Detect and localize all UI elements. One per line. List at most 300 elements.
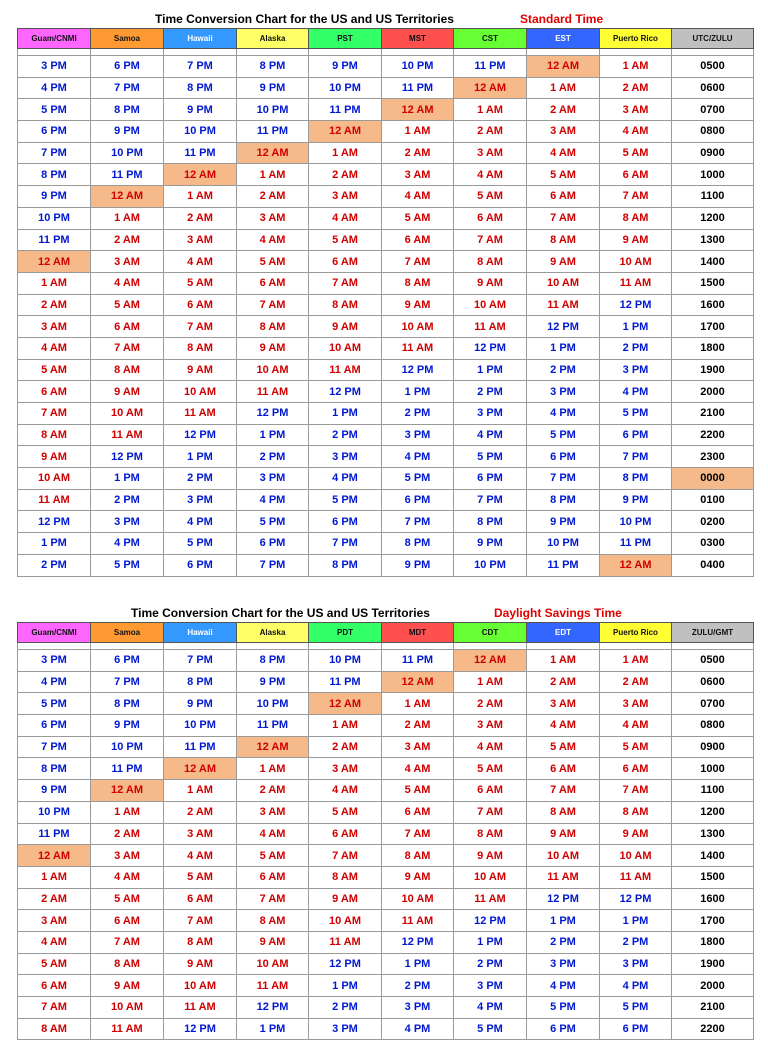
utc-cell: 1500 (672, 272, 754, 294)
time-cell: 9 AM (454, 845, 527, 867)
column-header: Guam/CNMI (18, 29, 91, 49)
time-cell: 8 AM (91, 953, 164, 975)
utc-cell: 0800 (672, 715, 754, 737)
time-cell: 7 AM (237, 888, 309, 910)
time-cell: 5 PM (600, 403, 672, 425)
time-cell: 9 AM (309, 888, 382, 910)
time-cell: 5 AM (18, 359, 91, 381)
time-cell: 7 PM (164, 650, 237, 672)
time-cell: 10 AM (600, 251, 672, 273)
time-cell: 3 PM (454, 975, 527, 997)
chart-title-row (17, 604, 748, 622)
time-cell: 6 AM (382, 801, 454, 823)
time-cell: 7 AM (454, 801, 527, 823)
spacer-cell (382, 49, 454, 56)
utc-cell: 2000 (672, 975, 754, 997)
time-cell: 3 AM (164, 229, 237, 251)
time-cell: 7 PM (382, 511, 454, 533)
header-row (18, 623, 754, 643)
time-cell: 10 PM (454, 554, 527, 576)
time-cell: 11 AM (164, 403, 237, 425)
chart-title-row (17, 10, 748, 28)
time-cell: 5 AM (237, 251, 309, 273)
time-cell: 7 AM (454, 229, 527, 251)
time-cell: 2 AM (454, 121, 527, 143)
column-header: PST (309, 29, 382, 49)
time-cell: 8 PM (18, 758, 91, 780)
time-cell: 10 AM (454, 294, 527, 316)
column-header: EDT (527, 623, 600, 643)
time-cell: 7 PM (164, 56, 237, 78)
time-cell: 10 AM (237, 359, 309, 381)
time-cell: 9 AM (382, 866, 454, 888)
utc-cell: 1000 (672, 164, 754, 186)
time-cell: 11 AM (527, 866, 600, 888)
utc-cell: 2200 (672, 424, 754, 446)
time-cell: 8 AM (309, 866, 382, 888)
time-cell: 11 PM (237, 121, 309, 143)
time-cell: 3 PM (309, 1018, 382, 1040)
time-cell: 12 PM (454, 337, 527, 359)
spacer-cell (527, 49, 600, 56)
time-cell: 3 AM (18, 316, 91, 338)
table-row (18, 403, 754, 425)
time-cell: 2 PM (382, 975, 454, 997)
time-cell: 1 PM (600, 910, 672, 932)
utc-cell: 0400 (672, 554, 754, 576)
time-cell: 7 PM (309, 533, 382, 555)
time-cell: 5 AM (527, 736, 600, 758)
table-row (18, 381, 754, 403)
time-cell: 9 AM (454, 272, 527, 294)
time-cell: 9 AM (600, 229, 672, 251)
time-cell: 1 AM (527, 77, 600, 99)
time-cell: 5 AM (527, 164, 600, 186)
spacer-cell (600, 643, 672, 650)
time-cell: 9 PM (309, 56, 382, 78)
time-cell: 12 PM (600, 888, 672, 910)
table-row (18, 1018, 754, 1040)
utc-cell: 0700 (672, 99, 754, 121)
time-cell: 6 PM (527, 1018, 600, 1040)
time-cell: 3 AM (527, 121, 600, 143)
time-cell: 11 AM (382, 910, 454, 932)
time-cell: 8 PM (91, 693, 164, 715)
time-cell: 3 AM (237, 801, 309, 823)
utc-cell: 0500 (672, 56, 754, 78)
standard-time-table (17, 28, 754, 577)
time-cell: 2 AM (237, 780, 309, 802)
time-cell: 8 PM (309, 554, 382, 576)
time-cell: 5 PM (18, 693, 91, 715)
time-cell: 4 AM (600, 121, 672, 143)
time-cell: 7 AM (164, 910, 237, 932)
time-cell: 12 PM (309, 381, 382, 403)
time-cell: 9 PM (91, 121, 164, 143)
time-cell: 12 AM (527, 56, 600, 78)
time-cell: 12 AM (18, 845, 91, 867)
time-cell: 4 AM (382, 758, 454, 780)
time-cell: 12 AM (382, 671, 454, 693)
spacer-cell (164, 643, 237, 650)
spacer-cell (18, 49, 91, 56)
time-cell: 11 AM (527, 294, 600, 316)
time-cell: 6 PM (91, 650, 164, 672)
utc-cell: 0100 (672, 489, 754, 511)
table-row (18, 554, 754, 576)
time-cell: 12 PM (527, 888, 600, 910)
time-cell: 2 AM (18, 888, 91, 910)
time-cell: 10 PM (237, 693, 309, 715)
spacer-cell (454, 643, 527, 650)
time-cell: 11 AM (600, 866, 672, 888)
time-cell: 10 AM (91, 403, 164, 425)
time-cell: 6 AM (237, 272, 309, 294)
time-cell: 3 AM (18, 910, 91, 932)
time-cell: 5 AM (91, 294, 164, 316)
time-cell: 11 AM (91, 1018, 164, 1040)
utc-cell: 0000 (672, 468, 754, 490)
utc-cell: 0700 (672, 693, 754, 715)
utc-cell: 0900 (672, 142, 754, 164)
time-cell: 7 AM (91, 931, 164, 953)
column-header: UTC/ZULU (672, 29, 754, 49)
column-header: Guam/CNMI (18, 623, 91, 643)
time-cell: 8 AM (382, 845, 454, 867)
column-header: ZULU/GMT (672, 623, 754, 643)
time-cell: 5 PM (527, 424, 600, 446)
time-cell: 8 PM (164, 671, 237, 693)
time-cell: 3 PM (164, 489, 237, 511)
time-cell: 6 PM (309, 511, 382, 533)
table-row (18, 316, 754, 338)
column-header: Puerto Rico (600, 29, 672, 49)
time-cell: 2 PM (454, 953, 527, 975)
time-cell: 6 AM (237, 866, 309, 888)
time-cell: 2 PM (91, 489, 164, 511)
time-cell: 10 AM (527, 272, 600, 294)
time-cell: 3 AM (527, 693, 600, 715)
time-cell: 4 AM (237, 229, 309, 251)
time-cell: 8 PM (18, 164, 91, 186)
spacer-cell (672, 643, 754, 650)
time-cell: 5 AM (309, 801, 382, 823)
time-cell: 5 PM (237, 511, 309, 533)
spacer-cell (382, 643, 454, 650)
column-header: EST (527, 29, 600, 49)
time-cell: 11 PM (454, 56, 527, 78)
utc-cell: 0300 (672, 533, 754, 555)
time-cell: 1 PM (18, 533, 91, 555)
time-cell: 4 AM (454, 736, 527, 758)
time-cell: 11 PM (309, 671, 382, 693)
time-cell: 1 AM (309, 715, 382, 737)
time-cell: 10 AM (164, 975, 237, 997)
table-row (18, 121, 754, 143)
time-cell: 2 AM (91, 823, 164, 845)
time-cell: 5 AM (309, 229, 382, 251)
time-cell: 12 AM (164, 758, 237, 780)
time-cell: 2 AM (527, 671, 600, 693)
time-cell: 1 PM (164, 446, 237, 468)
time-cell: 8 PM (527, 489, 600, 511)
time-cell: 8 AM (527, 801, 600, 823)
time-cell: 5 AM (164, 272, 237, 294)
time-cell: 10 PM (527, 533, 600, 555)
utc-cell: 1300 (672, 229, 754, 251)
time-cell: 4 PM (164, 511, 237, 533)
column-header: Alaska (237, 29, 309, 49)
time-cell: 2 PM (600, 337, 672, 359)
time-cell: 3 AM (454, 142, 527, 164)
time-cell: 12 PM (164, 424, 237, 446)
time-cell: 8 AM (18, 1018, 91, 1040)
time-cell: 2 AM (600, 671, 672, 693)
time-cell: 9 AM (527, 823, 600, 845)
time-cell: 9 AM (164, 953, 237, 975)
time-cell: 3 PM (527, 381, 600, 403)
chart-title: Time Conversion Chart for the US and US Territories (131, 606, 430, 620)
time-cell: 4 PM (527, 975, 600, 997)
time-cell: 4 PM (237, 489, 309, 511)
time-cell: 1 AM (18, 866, 91, 888)
time-cell: 8 AM (309, 294, 382, 316)
time-cell: 10 AM (382, 888, 454, 910)
time-cell: 10 PM (309, 77, 382, 99)
time-cell: 6 AM (527, 758, 600, 780)
time-cell: 10 AM (237, 953, 309, 975)
time-cell: 7 PM (91, 77, 164, 99)
time-cell: 6 AM (309, 823, 382, 845)
time-cell: 8 PM (600, 468, 672, 490)
time-cell: 9 PM (237, 671, 309, 693)
time-cell: 9 PM (91, 715, 164, 737)
time-cell: 2 AM (309, 736, 382, 758)
time-cell: 7 AM (527, 207, 600, 229)
time-cell: 6 PM (600, 1018, 672, 1040)
time-cell: 6 PM (18, 121, 91, 143)
time-cell: 10 AM (164, 381, 237, 403)
time-cell: 10 AM (454, 866, 527, 888)
time-cell: 10 AM (309, 337, 382, 359)
standard-time-chart (17, 10, 748, 577)
chart-subtitle: Standard Time (520, 12, 604, 26)
table-row (18, 910, 754, 932)
time-cell: 8 PM (237, 650, 309, 672)
time-cell: 1 AM (527, 650, 600, 672)
time-cell: 10 AM (382, 316, 454, 338)
time-cell: 3 PM (18, 56, 91, 78)
time-cell: 10 AM (527, 845, 600, 867)
time-cell: 3 PM (382, 424, 454, 446)
time-cell: 10 PM (237, 99, 309, 121)
time-cell: 4 AM (91, 866, 164, 888)
time-cell: 4 PM (600, 975, 672, 997)
time-cell: 1 AM (164, 780, 237, 802)
column-header: Puerto Rico (600, 623, 672, 643)
time-cell: 10 AM (309, 910, 382, 932)
time-cell: 11 PM (164, 736, 237, 758)
time-cell: 6 PM (527, 446, 600, 468)
time-cell: 11 PM (309, 99, 382, 121)
time-cell: 7 PM (91, 671, 164, 693)
column-header: Samoa (91, 623, 164, 643)
column-header: CST (454, 29, 527, 49)
time-cell: 10 PM (600, 511, 672, 533)
time-cell: 12 PM (454, 910, 527, 932)
time-cell: 10 PM (18, 207, 91, 229)
time-cell: 2 AM (454, 693, 527, 715)
time-cell: 6 PM (91, 56, 164, 78)
time-cell: 6 PM (382, 489, 454, 511)
time-cell: 9 AM (600, 823, 672, 845)
time-cell: 11 AM (309, 359, 382, 381)
time-cell: 1 PM (382, 953, 454, 975)
utc-cell: 1400 (672, 251, 754, 273)
spacer-cell (237, 643, 309, 650)
table-row (18, 715, 754, 737)
time-cell: 6 AM (309, 251, 382, 273)
time-cell: 12 AM (382, 99, 454, 121)
time-cell: 2 PM (382, 403, 454, 425)
time-cell: 12 PM (382, 931, 454, 953)
time-cell: 12 PM (237, 403, 309, 425)
time-cell: 4 PM (454, 424, 527, 446)
time-cell: 8 AM (454, 251, 527, 273)
utc-cell: 0800 (672, 121, 754, 143)
time-cell: 3 PM (454, 403, 527, 425)
time-cell: 8 AM (382, 272, 454, 294)
time-cell: 8 AM (18, 424, 91, 446)
time-cell: 9 AM (91, 975, 164, 997)
time-cell: 4 AM (382, 186, 454, 208)
time-cell: 1 PM (382, 381, 454, 403)
time-cell: 5 AM (454, 186, 527, 208)
column-header: MDT (382, 623, 454, 643)
time-cell: 4 AM (527, 715, 600, 737)
time-cell: 10 PM (382, 56, 454, 78)
spacer-cell (18, 643, 91, 650)
time-cell: 1 PM (454, 931, 527, 953)
chart-subtitle: Daylight Savings Time (494, 606, 622, 620)
table-row (18, 780, 754, 802)
time-cell: 4 AM (454, 164, 527, 186)
time-cell: 2 AM (237, 186, 309, 208)
time-cell: 4 AM (164, 251, 237, 273)
time-cell: 6 AM (164, 294, 237, 316)
time-cell: 8 AM (237, 910, 309, 932)
utc-cell: 0900 (672, 736, 754, 758)
column-header: CDT (454, 623, 527, 643)
utc-cell: 1700 (672, 316, 754, 338)
time-cell: 10 AM (600, 845, 672, 867)
table-row (18, 997, 754, 1019)
time-cell: 11 AM (600, 272, 672, 294)
utc-cell: 1900 (672, 953, 754, 975)
time-cell: 3 AM (309, 758, 382, 780)
time-cell: 5 AM (91, 888, 164, 910)
time-cell: 8 AM (91, 359, 164, 381)
table-row (18, 975, 754, 997)
time-cell: 6 AM (91, 316, 164, 338)
table-row (18, 533, 754, 555)
time-cell: 6 PM (237, 533, 309, 555)
time-cell: 7 PM (527, 468, 600, 490)
time-cell: 11 PM (382, 77, 454, 99)
time-cell: 2 AM (164, 207, 237, 229)
time-cell: 3 AM (600, 693, 672, 715)
time-cell: 1 AM (454, 671, 527, 693)
table-row (18, 251, 754, 273)
time-cell: 8 AM (164, 337, 237, 359)
time-cell: 6 AM (454, 780, 527, 802)
time-cell: 8 AM (600, 801, 672, 823)
time-cell: 9 AM (527, 251, 600, 273)
header-row (18, 29, 754, 49)
time-cell: 6 AM (164, 888, 237, 910)
time-cell: 6 AM (527, 186, 600, 208)
time-cell: 3 PM (600, 953, 672, 975)
time-cell: 10 AM (91, 997, 164, 1019)
time-cell: 8 PM (454, 511, 527, 533)
time-cell: 2 PM (454, 381, 527, 403)
time-cell: 12 AM (18, 251, 91, 273)
time-cell: 2 PM (18, 554, 91, 576)
time-cell: 1 AM (91, 207, 164, 229)
time-cell: 4 PM (527, 403, 600, 425)
time-cell: 1 AM (600, 56, 672, 78)
time-cell: 1 AM (454, 99, 527, 121)
time-cell: 10 PM (18, 801, 91, 823)
utc-cell: 0500 (672, 650, 754, 672)
utc-cell: 1400 (672, 845, 754, 867)
time-cell: 3 AM (454, 715, 527, 737)
utc-cell: 1200 (672, 801, 754, 823)
table-row (18, 164, 754, 186)
time-cell: 7 AM (527, 780, 600, 802)
time-cell: 12 PM (309, 953, 382, 975)
time-cell: 7 AM (91, 337, 164, 359)
time-cell: 7 PM (18, 736, 91, 758)
table-row (18, 888, 754, 910)
spacer-row (18, 49, 754, 56)
time-cell: 6 AM (382, 229, 454, 251)
utc-cell: 1100 (672, 780, 754, 802)
time-cell: 12 AM (454, 650, 527, 672)
spacer-cell (527, 643, 600, 650)
time-cell: 4 PM (382, 446, 454, 468)
time-cell: 5 PM (309, 489, 382, 511)
time-cell: 2 AM (164, 801, 237, 823)
table-row (18, 272, 754, 294)
time-cell: 5 AM (600, 142, 672, 164)
time-cell: 4 AM (164, 845, 237, 867)
time-cell: 5 AM (454, 758, 527, 780)
table-row (18, 801, 754, 823)
time-cell: 11 PM (237, 715, 309, 737)
time-cell: 5 PM (600, 997, 672, 1019)
time-cell: 2 AM (91, 229, 164, 251)
time-cell: 1 PM (91, 468, 164, 490)
time-cell: 12 AM (91, 780, 164, 802)
table-row (18, 359, 754, 381)
time-cell: 1 PM (309, 975, 382, 997)
time-cell: 4 AM (600, 715, 672, 737)
time-cell: 1 PM (527, 337, 600, 359)
time-cell: 1 AM (91, 801, 164, 823)
time-cell: 7 AM (382, 823, 454, 845)
utc-cell: 1300 (672, 823, 754, 845)
